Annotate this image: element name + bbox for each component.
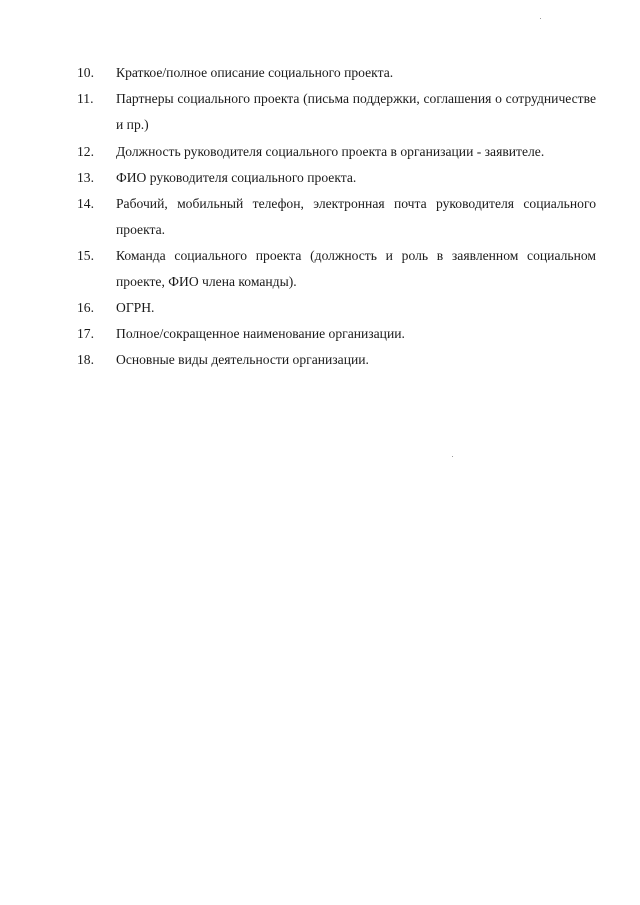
item-text: ФИО руководителя социального проекта. bbox=[116, 170, 357, 185]
item-text: Команда социального проекта (должность и роль в заявленном социальном проекте, ФИО члена команды). bbox=[116, 248, 596, 289]
item-number: 16. bbox=[77, 300, 94, 315]
scan-speck bbox=[540, 18, 541, 19]
item-text: Должность руководителя социального проекта в организации - заявителе. bbox=[116, 144, 545, 159]
item-text: Основные виды деятельности организации. bbox=[116, 352, 369, 367]
item-text: Краткое/полное описание социального проекта. bbox=[116, 65, 394, 80]
item-text: Партнеры социального проекта (письма поддержки, соглашения о сотрудничестве и пр.) bbox=[116, 91, 596, 132]
item-number: 13. bbox=[77, 170, 94, 185]
item-number: 11. bbox=[77, 91, 94, 106]
item-text: Полное/сокращенное наименование организации. bbox=[116, 326, 405, 341]
item-text: Рабочий, мобильный телефон, электронная почта руководителя социального проекта. bbox=[116, 196, 596, 237]
item-number: 17. bbox=[77, 326, 94, 341]
item-number: 10. bbox=[77, 65, 94, 80]
item-number: 14. bbox=[77, 196, 94, 211]
scan-speck bbox=[452, 456, 453, 457]
item-text: ОГРН. bbox=[116, 300, 155, 315]
item-number: 18. bbox=[77, 352, 94, 367]
item-number: 15. bbox=[77, 248, 94, 263]
item-number: 12. bbox=[77, 144, 94, 159]
